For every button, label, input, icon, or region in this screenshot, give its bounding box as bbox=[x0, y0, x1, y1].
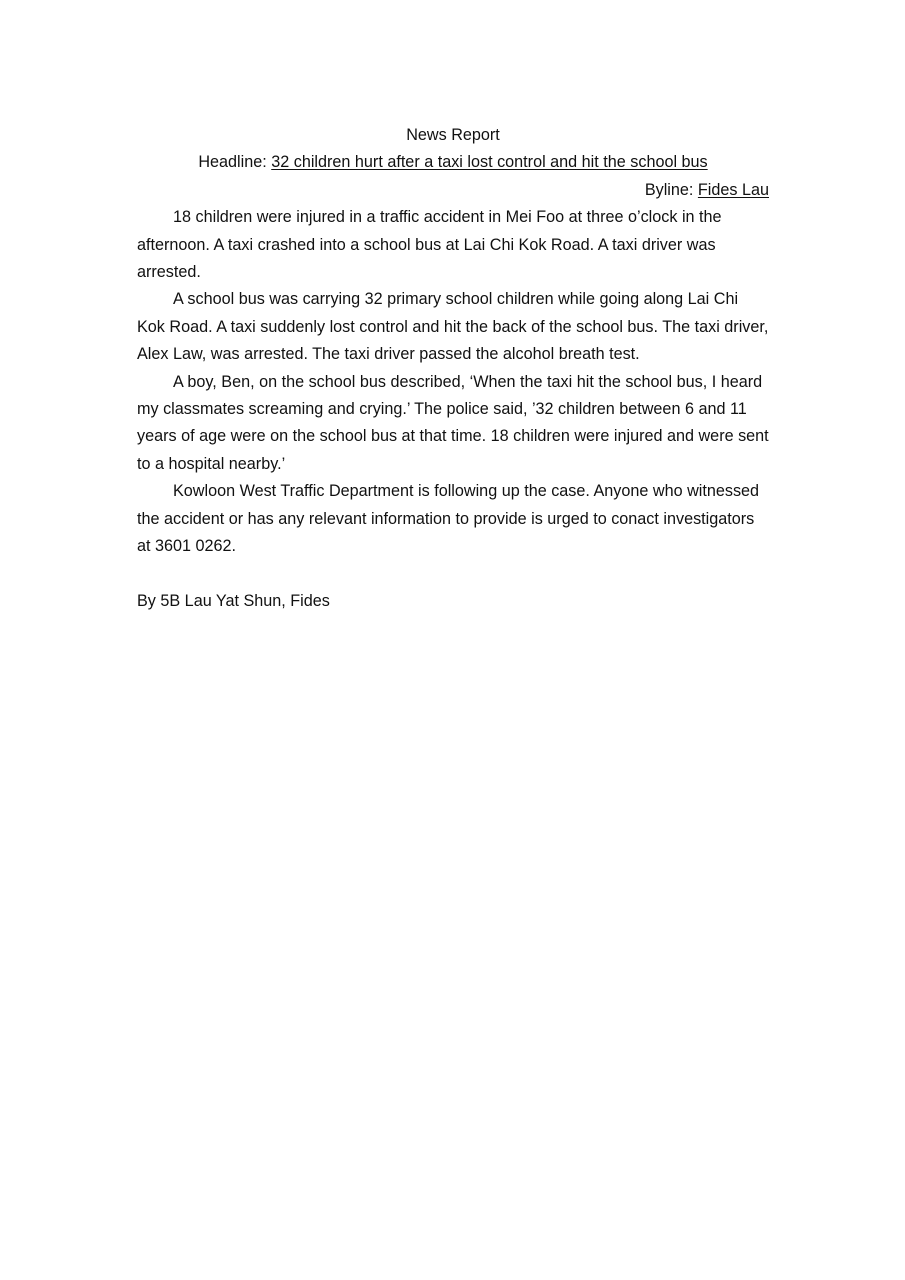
headline bbox=[137, 149, 769, 176]
byline bbox=[137, 177, 769, 204]
paragraph-3: A boy, Ben, on the school bus described, ‘When the taxi hit the school bus, I heard my classmates screaming and crying.’ The police said, ’32 children between 6 and 11 years of age were on the school bus at that time. 18 children were injured and were sent to a hospital nearby.’ bbox=[137, 372, 769, 473]
paragraph-1: 18 children were injured in a traffic accident in Mei Foo at three o’clock in the afternoon. A taxi crashed into a school bus at Lai Chi Kok Road. A taxi driver was arrested. bbox=[137, 208, 722, 282]
blank-line bbox=[137, 561, 769, 588]
headline-text: 32 children hurt after a taxi lost control and hit the school bus bbox=[271, 153, 708, 172]
report-heading: News Report bbox=[406, 126, 500, 144]
paragraph-4: Kowloon West Traffic Department is following up the case. Anyone who witnessed the accident or has any relevant information to provide is urged to conact investigators at 3601 0262. bbox=[137, 482, 760, 556]
paragraph-2: A school bus was carrying 32 primary school children while going along Lai Chi Kok Road. A taxi suddenly lost control and hit the back of the school bus. The taxi driver, Alex Law, was arrested. The taxi driver passed the alcohol breath test. bbox=[137, 290, 769, 364]
byline-label: Byline: bbox=[644, 180, 698, 199]
document-page bbox=[137, 122, 769, 615]
byline-name: Fides Lau bbox=[697, 180, 769, 199]
author-signature: By 5B Lau Yat Shun, Fides bbox=[137, 591, 330, 610]
headline-label: Headline: bbox=[198, 153, 272, 172]
